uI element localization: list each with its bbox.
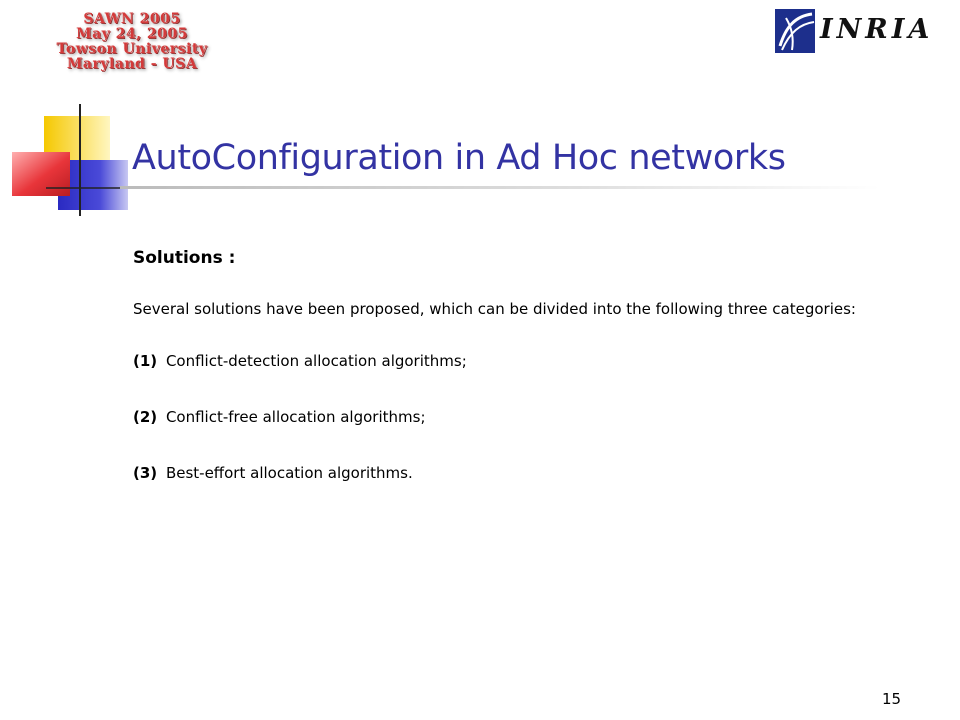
category-text: Conflict-detection allocation algorithms; [165, 352, 467, 370]
corner-decoration [0, 96, 140, 221]
category-text: Best-effort allocation algorithms. [165, 464, 413, 482]
slide-title: AutoConfiguration in Ad Hoc networks [132, 138, 786, 178]
category-number: (1) [133, 352, 158, 370]
logo-text: INRIA [820, 14, 934, 45]
inria-logo [772, 4, 942, 58]
category-item [133, 464, 933, 482]
badge-line: Maryland - USA [66, 56, 198, 72]
title-divider [120, 186, 880, 189]
category-item [133, 352, 933, 370]
category-number: (2) [133, 408, 158, 426]
badge-line: SAWN 2005 [83, 11, 181, 27]
conference-badge [22, 12, 242, 72]
category-text: Conflict-free allocation algorithms; [165, 408, 426, 426]
inria-emblem-icon [772, 6, 818, 56]
solutions-heading: Solutions : [133, 248, 236, 268]
slide-content [133, 248, 933, 520]
page-number: 15 [882, 690, 902, 708]
intro-paragraph: Several solutions have been proposed, which can be divided into the following three categories: [133, 300, 856, 318]
badge-line: Towson University [56, 41, 208, 57]
category-number: (3) [133, 464, 158, 482]
badge-line: May 24, 2005 [76, 26, 188, 42]
category-item [133, 408, 933, 426]
